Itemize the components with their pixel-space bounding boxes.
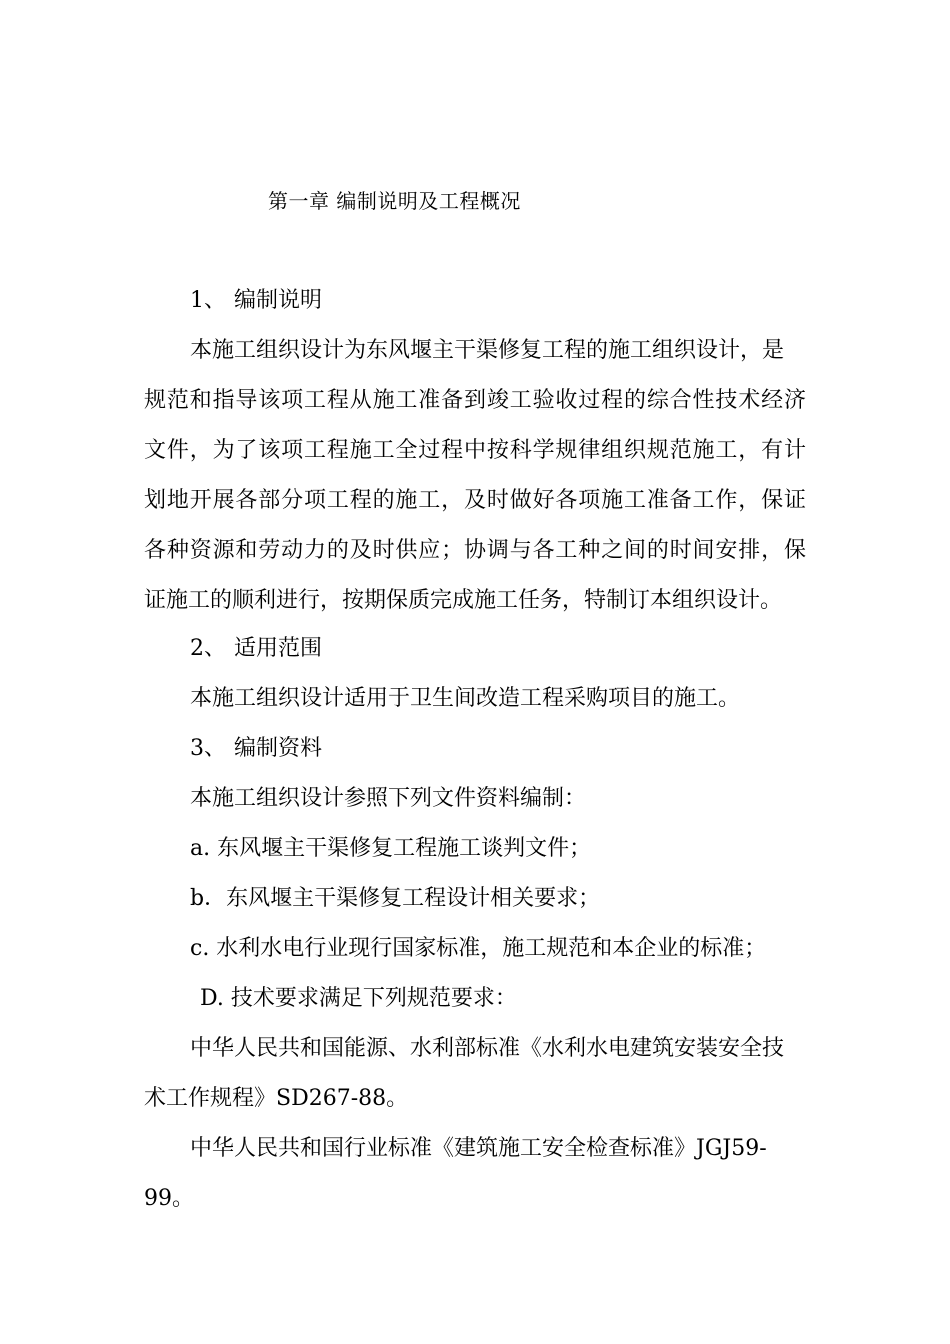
section-number: 1、	[190, 288, 226, 313]
list-item: a. 东风堰主干渠修复工程施工谈判文件；	[190, 836, 592, 861]
paragraph-line: 本施工组织设计适用于卫生间改造工程采购项目的施工。	[190, 686, 741, 711]
paragraph-line: 规范和指导该项工程从施工准备到竣工验收过程的综合性技术经济	[144, 388, 806, 413]
list-item: c. 水利水电行业现行国家标准，施工规范和本企业的标准；	[190, 936, 767, 961]
standard-line: 中华人民共和国能源、水利部标准《水利水电建筑安装安全技	[190, 1036, 785, 1061]
section-heading-1	[190, 286, 322, 316]
list-item: D. 技术要求满足下列规范要求：	[200, 986, 517, 1011]
paragraph-line: 证施工的顺利进行，按期保质完成施工任务，特制订本组织设计。	[144, 588, 783, 613]
section-heading-2	[190, 634, 322, 664]
chapter-title: 第一章 编制说明及工程概况	[268, 189, 521, 213]
section-number: 3、	[190, 736, 226, 761]
section-title: 编制资料	[234, 736, 323, 761]
section-title: 适用范围	[234, 636, 323, 661]
standard-line: 术工作规程》SD267-88。	[144, 1086, 409, 1111]
paragraph-line: 划地开展各部分项工程的施工，及时做好各项施工准备工作，保证	[144, 488, 806, 513]
paragraph-line: 本施工组织设计为东风堰主干渠修复工程的施工组织设计，是	[190, 338, 785, 363]
section-number: 2、	[190, 636, 226, 661]
standard-line: 99。	[144, 1186, 194, 1211]
section-heading-3	[190, 734, 322, 764]
list-item: b．东风堰主干渠修复工程设计相关要求；	[190, 886, 601, 911]
paragraph-line: 文件，为了该项工程施工全过程中按科学规律组织规范施工，有计	[144, 438, 806, 463]
section-title: 编制说明	[234, 288, 323, 313]
standard-line: 中华人民共和国行业标准《建筑施工安全检查标准》JGJ59-	[190, 1136, 767, 1161]
paragraph-line: 各种资源和劳动力的及时供应；协调与各工种之间的时间安排，保	[144, 538, 806, 563]
paragraph-line: 本施工组织设计参照下列文件资料编制：	[190, 786, 587, 811]
